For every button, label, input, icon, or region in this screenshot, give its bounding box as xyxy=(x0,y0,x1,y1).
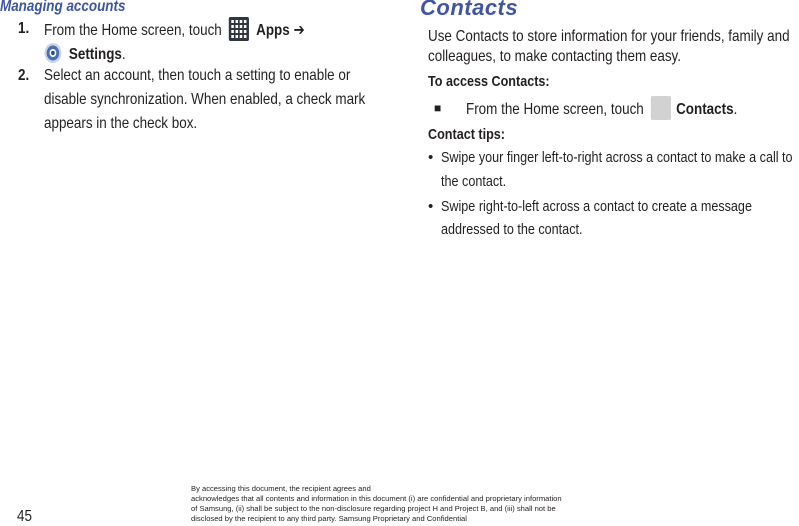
tip-text: Swipe right-to-left across a contact to create a message xyxy=(441,198,752,215)
tip-text-continued: addressed to the contact. xyxy=(441,221,583,238)
step-text-line: appears in the check box. xyxy=(44,115,198,132)
access-instruction: From the Home screen, touch Contacts. xyxy=(466,96,737,122)
arrow-glyph: ➔ xyxy=(293,22,305,39)
tip-text: Swipe your finger left-to-right across a contact to make a call to xyxy=(441,149,793,166)
page-number: 45 xyxy=(17,508,32,525)
bullet-icon: • xyxy=(428,198,434,215)
step-text-line: Select an account, then touch a setting to enable or xyxy=(44,67,351,84)
contact-tips-label: Contact tips: xyxy=(428,126,506,143)
settings-label: Settings xyxy=(68,46,122,63)
apps-grid-icon xyxy=(229,17,249,41)
contacts-icon xyxy=(651,96,671,120)
step-number: 2. xyxy=(18,67,30,84)
contacts-label: Contacts xyxy=(676,101,734,118)
intro-text-line: colleagues, to make contacting them easy. xyxy=(428,48,682,65)
square-bullet-icon: ■ xyxy=(434,101,442,115)
access-contacts-label: To access Contacts: xyxy=(428,73,550,90)
intro-text-line: Use Contacts to store information for your friends, family and xyxy=(428,28,790,45)
step-text-line: disable synchronization. When enabled, a check mark xyxy=(44,91,366,108)
step-text: From the Home screen, touch xyxy=(44,22,222,39)
apps-label: Apps xyxy=(256,22,290,39)
confidentiality-disclaimer: By accessing this document, the recipient agrees and acknowledges that all contents and information in this document (i) are confidential and proprietary information of Samsung, (ii) shall be subject to the non-disclosure regarding project H and Project B, and (iii) shall not be disclosed by the recipient to any third party. Samsung Proprietary and Confidential xyxy=(191,484,562,523)
step-number: 1. xyxy=(18,20,30,37)
section-heading-managing-accounts: Managing accounts xyxy=(0,0,126,15)
settings-gear-icon xyxy=(42,41,64,65)
bullet-icon: • xyxy=(428,149,434,166)
tip-text-continued: the contact. xyxy=(441,173,507,190)
section-heading-contacts: Contacts xyxy=(420,0,519,20)
